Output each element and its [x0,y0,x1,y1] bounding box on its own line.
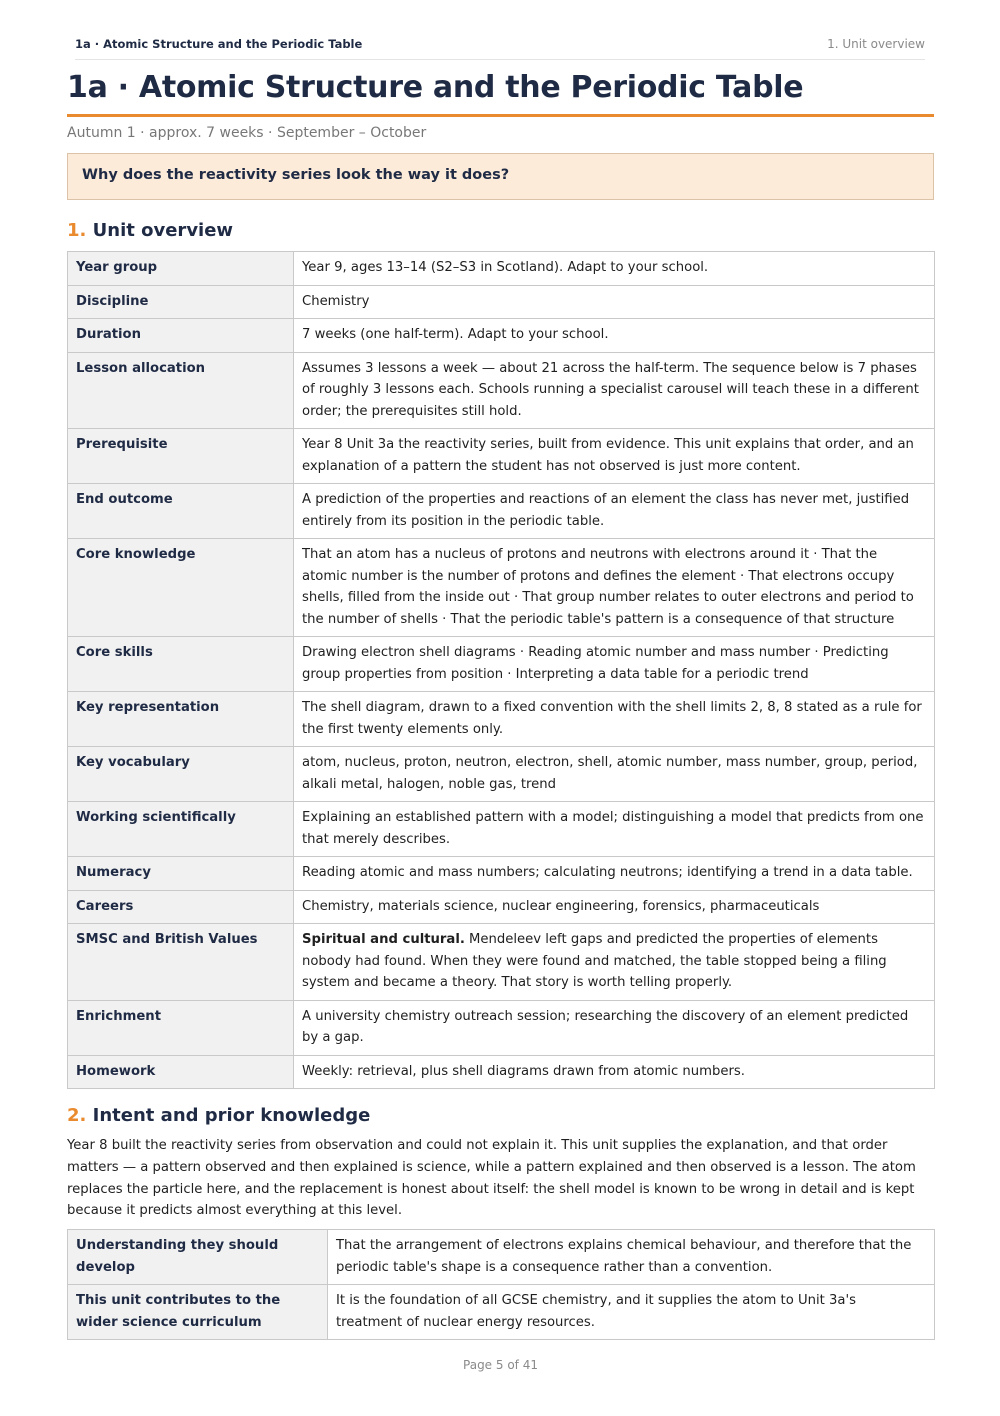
row-value: The shell diagram, drawn to a fixed convention with the shell limits 2, 8, 8 stated as a rule for the first twenty elements only. [294,692,935,747]
page-number: Page 5 of 41 [463,1358,538,1372]
row-value: Year 8 Unit 3a the reactivity series, built from evidence. This unit explains that order, and an explanation of a pattern the student has not observed is just more content. [294,429,935,484]
table-row [68,747,935,802]
row-label: Careers [68,890,294,924]
row-value: Explaining an established pattern with a model; distinguishing a model that predicts from one that merely describes. [294,802,935,857]
row-label: Core skills [68,637,294,692]
row-value: Weekly: retrieval, plus shell diagrams drawn from atomic numbers. [294,1055,935,1089]
row-label: Key representation [68,692,294,747]
table-row [68,857,935,891]
table-row [68,1230,935,1285]
table-row [68,924,935,1001]
row-label: Key vocabulary [68,747,294,802]
table-row [68,637,935,692]
row-label: Year group [68,252,294,286]
table-row [68,692,935,747]
table-row [68,285,935,319]
table-row [68,352,935,429]
row-label: This unit contributes to the wider science curriculum [68,1285,328,1340]
row-label: Core knowledge [68,539,294,637]
row-value: Assumes 3 lessons a week — about 21 across the half-term. The sequence below is 7 phases of roughly 3 lessons each. Schools running a specialist carousel will teach these in a different order; the prerequisites still hold. [294,352,935,429]
row-label: Prerequisite [68,429,294,484]
row-value: That the arrangement of electrons explains chemical behaviour, and therefore that the periodic table's shape is a consequence rather than a convention. [328,1230,935,1285]
row-value: 7 weeks (one half-term). Adapt to your school. [294,319,935,353]
table-row [68,539,935,637]
row-label: Working scientifically [68,802,294,857]
table-row [68,252,935,286]
page-subtitle: Autumn 1 · approx. 7 weeks · September – October [67,125,427,141]
row-value: atom, nucleus, proton, neutron, electron, shell, atomic number, mass number, group, period, alkali metal, halogen, noble gas, trend [294,747,935,802]
table-row [68,484,935,539]
page-title: 1a · Atomic Structure and the Periodic Table [67,70,804,105]
row-label: Homework [68,1055,294,1089]
row-label: SMSC and British Values [68,924,294,1001]
row-value: Drawing electron shell diagrams · Reading atomic number and mass number · Predicting group properties from position · Interpreting a data table for a periodic trend [294,637,935,692]
key-question-box [67,153,934,200]
title-underline [67,114,934,117]
intent-table [67,1229,935,1340]
row-value: Chemistry [294,285,935,319]
row-value: Chemistry, materials science, nuclear engineering, forensics, pharmaceuticals [294,890,935,924]
section-title: Intent and prior knowledge [92,1105,371,1126]
running-header [75,37,925,60]
table-row [68,319,935,353]
unit-overview-table [67,251,935,1089]
running-header-section: 1. Unit overview [827,37,925,51]
table-row [68,1055,935,1089]
key-question-text: Why does the reactivity series look the way it does? [82,167,510,183]
row-value-text: Mendeleev left gaps and predicted the properties of elements nobody had found. When they were found and matched, the table stopped being a filing system and became a theory. That story is worth telling properly. [302,932,887,990]
row-label: Duration [68,319,294,353]
row-label: Understanding they should develop [68,1230,328,1285]
row-value [294,924,935,1001]
row-label: Numeracy [68,857,294,891]
section-title: Unit overview [92,220,234,241]
row-value: A university chemistry outreach session; researching the discovery of an element predicted by a gap. [294,1000,935,1055]
row-value: A prediction of the properties and reactions of an element the class has never met, justified entirely from its position in the periodic table. [294,484,935,539]
row-label: End outcome [68,484,294,539]
row-value: Reading atomic and mass numbers; calculating neutrons; identifying a trend in a data table. [294,857,935,891]
running-header-title: 1a · Atomic Structure and the Periodic Table [75,37,363,51]
section-number: 1. [67,220,87,241]
table-row [68,802,935,857]
row-value: Year 9, ages 13–14 (S2–S3 in Scotland). Adapt to your school. [294,252,935,286]
row-value: That an atom has a nucleus of protons and neutrons with electrons around it · That the atomic number is the number of protons and defines the element · That electrons occupy shells, filled from the inside out · That group number relates to outer electrons and period to the number of shells · That the periodic table's pattern is a consequence of that structure [294,539,935,637]
row-label: Lesson allocation [68,352,294,429]
table-row [68,429,935,484]
row-label: Enrichment [68,1000,294,1055]
row-value-emphasis: Spiritual and cultural. [302,932,465,947]
table-row [68,1285,935,1340]
section-number: 2. [67,1105,87,1126]
intent-paragraph: Year 8 built the reactivity series from observation and could not explain it. This unit supplies the explanation, and that order matters — a pattern observed and then explained is science, while a pattern explained and then observed is a lesson. The atom replaces the particle here, and the replacement is honest about itself: the shell model is known to be wrong in detail and is kept because it predicts almost everything at this level. [67,1138,916,1219]
row-value: It is the foundation of all GCSE chemistry, and it supplies the atom to Unit 3a's treatment of nuclear energy resources. [328,1285,935,1340]
section-heading-intent [67,1104,370,1128]
row-label: Discipline [68,285,294,319]
table-row [68,890,935,924]
table-row [68,1000,935,1055]
section-heading-unit-overview [67,219,233,243]
